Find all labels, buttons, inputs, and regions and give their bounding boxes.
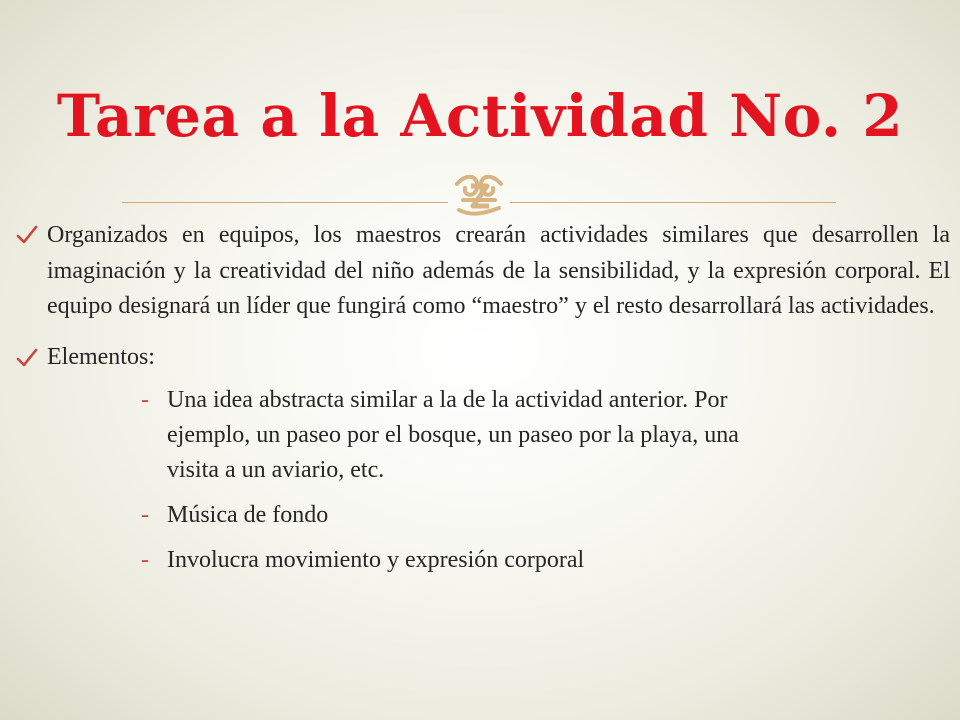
slide-title: Tarea a la Actividad No. 2 — [56, 82, 904, 150]
checkmark-icon — [16, 347, 38, 369]
sub-list-item — [16, 543, 787, 578]
bullet-text: Organizados en equipos, los maestros crearán actividades similares que desarrollen la imaginación y la creatividad del niño además de la sensibilidad, y la expresión corporal. El equipo designará un líder que fungirá como “maestro” y el resto desarrollará las actividades. — [47, 222, 950, 319]
sub-item-text: Música de fondo — [167, 501, 329, 528]
checkmark-icon — [16, 224, 38, 246]
title-divider-left — [122, 202, 448, 203]
sub-list — [16, 383, 950, 578]
bullet-text: Elementos: — [47, 343, 155, 370]
sub-item-text: Involucra movimiento y expresión corporal — [167, 546, 585, 573]
dash-marker: - — [141, 386, 149, 413]
sub-list-item — [16, 498, 787, 533]
title-divider-right — [510, 202, 836, 203]
slide-content — [16, 218, 950, 588]
dash-marker: - — [141, 501, 149, 528]
dash-marker: - — [141, 546, 149, 573]
bullet-item — [16, 341, 950, 373]
floral-ornament-icon — [449, 170, 509, 220]
sub-item-text: Una idea abstracta similar a la de la actividad anterior. Por ejemplo, un paseo por el bosque, un paseo por la playa, una visita a un aviario, etc. — [167, 386, 739, 483]
sub-list-item — [16, 383, 787, 488]
bullet-item — [16, 218, 950, 325]
